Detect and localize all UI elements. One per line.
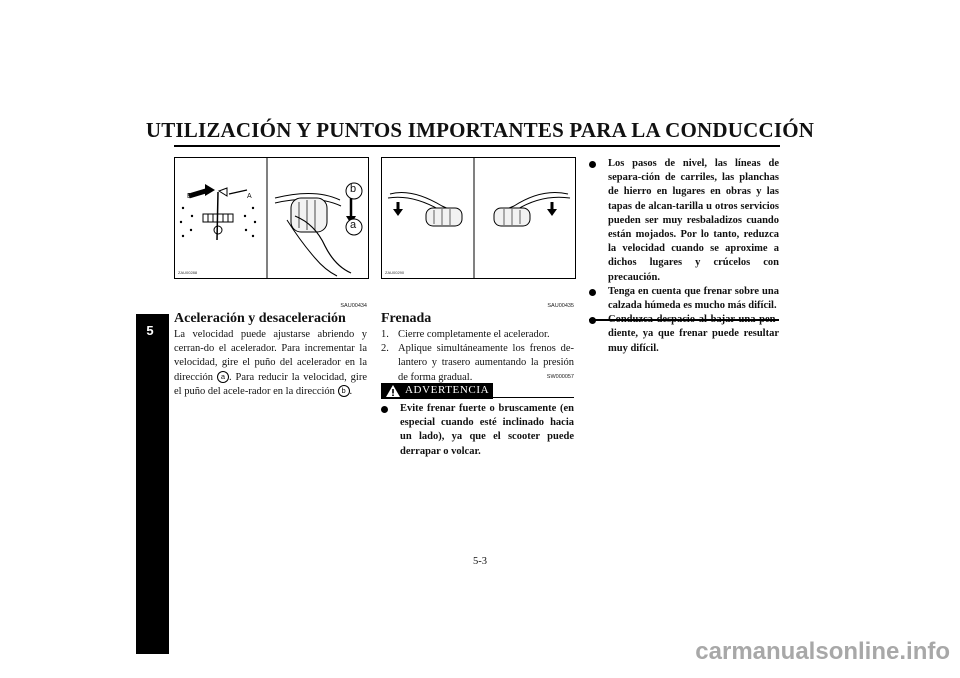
list-item: Los pasos de nivel, las líneas de separa-ción de carriles, las planchas de hierro en lugares en obras y las tapas de alcan-tarilla u otros servicios pueden ser muy resbaladizos cuando están mojados. Por lo tanto, reduzca la velocidad cuando se aproxime a dichos lugares y crúcelos con precaución. xyxy=(589,157,779,285)
throttle-figure xyxy=(174,157,369,279)
ref-code: SW000057 xyxy=(546,374,574,380)
list-item: 2. Aplique simultáneamente los frenos de-lantero y trasero aumentando la presión de forma gradual. xyxy=(381,343,574,383)
list-item: diente, ya que frenar puede resultar muy difícil. xyxy=(589,313,779,356)
callout-a: a xyxy=(350,219,357,231)
brake-illustration xyxy=(382,158,575,278)
callout-b: b xyxy=(350,183,357,195)
ref-code: SAU00434 xyxy=(340,303,367,309)
bullet-icon xyxy=(381,406,388,413)
section-heading: Aceleración y desaceleración xyxy=(174,311,346,326)
title-rule xyxy=(174,145,780,147)
warning-badge xyxy=(381,383,493,399)
list-item: Evite frenar fuerte o bruscamente (en especial cuando esté inclinado hacia un lado), ya que el scooter puede derrapar o volcar. xyxy=(381,402,574,459)
accel-paragraph: La velocidad puede ajustarse abriendo y cerran-do el acelerador. Para incrementar la velocidad, gire el puño del acelerador en la dirección a . Para reducir la velocidad, gire el puño del acele-rador en la dirección b . xyxy=(174,329,368,397)
figure-code: ZAU00290 xyxy=(385,270,405,275)
section-heading: Frenada xyxy=(381,311,432,326)
section-end-rule xyxy=(589,319,779,321)
warning-label: ADVERTENCIA xyxy=(405,384,490,396)
brake-figure xyxy=(381,157,576,279)
page-number: 5-3 xyxy=(473,556,487,567)
figure-code: ZAU00288 xyxy=(178,270,198,275)
direction-a-mark: a xyxy=(217,371,229,383)
watermark: carmanualsonline.info xyxy=(695,638,950,665)
bullet-icon xyxy=(589,161,596,168)
dial-label-a: A xyxy=(247,193,252,200)
warning-triangle-icon xyxy=(385,384,401,398)
dial-label-b: B xyxy=(187,193,192,200)
list-item: 1. Cierre completamente el acelerador. xyxy=(381,329,550,340)
right-warning-list xyxy=(589,157,779,356)
ref-code: SAU00435 xyxy=(547,303,574,309)
list-item: Tenga en cuenta que frenar sobre una calzada húmeda es mucho más difícil. xyxy=(589,285,779,313)
throttle-illustration xyxy=(175,158,368,278)
page-title: UTILIZACIÓN Y PUNTOS IMPORTANTES PARA LA CONDUCCIÓN xyxy=(145,118,815,142)
chapter-number: 5 xyxy=(146,323,154,338)
direction-b-mark: b xyxy=(338,385,350,397)
bullet-icon xyxy=(589,289,596,296)
chapter-tab xyxy=(136,314,169,654)
warning-rule xyxy=(493,397,574,398)
warning-list xyxy=(381,402,574,459)
